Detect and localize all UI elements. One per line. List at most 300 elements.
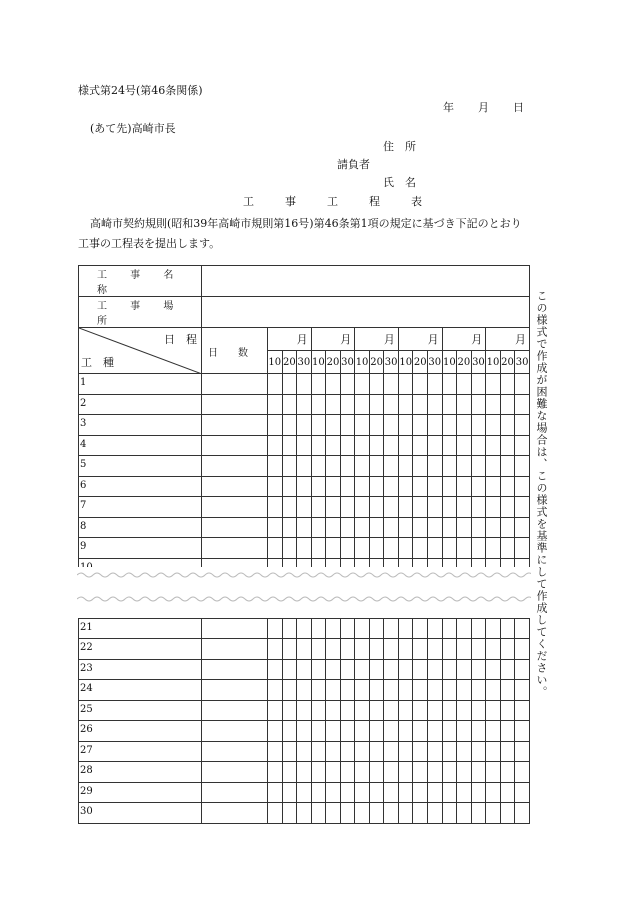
- schedule-cell[interactable]: [311, 374, 326, 395]
- work-type-cell[interactable]: 1: [79, 374, 202, 395]
- schedule-cell[interactable]: [413, 415, 428, 436]
- schedule-cell[interactable]: [413, 680, 428, 701]
- schedule-cell[interactable]: [384, 538, 399, 559]
- schedule-cell[interactable]: [311, 435, 326, 456]
- schedule-cell[interactable]: [369, 538, 384, 559]
- schedule-cell[interactable]: [282, 762, 297, 783]
- schedule-cell[interactable]: [369, 741, 384, 762]
- schedule-cell[interactable]: [398, 517, 413, 538]
- schedule-cell[interactable]: [457, 639, 472, 660]
- schedule-cell[interactable]: [457, 618, 472, 639]
- schedule-cell[interactable]: [500, 394, 515, 415]
- schedule-cell[interactable]: [515, 762, 530, 783]
- schedule-cell[interactable]: [268, 456, 283, 477]
- schedule-cell[interactable]: [486, 803, 501, 824]
- schedule-cell[interactable]: [326, 374, 341, 395]
- work-type-cell[interactable]: 8: [79, 517, 202, 538]
- schedule-cell[interactable]: [355, 517, 370, 538]
- schedule-cell[interactable]: [282, 659, 297, 680]
- schedule-cell[interactable]: [428, 497, 443, 518]
- schedule-cell[interactable]: [340, 721, 355, 742]
- schedule-cell[interactable]: [442, 374, 457, 395]
- schedule-cell[interactable]: [311, 782, 326, 803]
- schedule-cell[interactable]: [471, 782, 486, 803]
- schedule-cell[interactable]: [471, 517, 486, 538]
- schedule-cell[interactable]: [457, 700, 472, 721]
- work-type-cell[interactable]: 6: [79, 476, 202, 497]
- schedule-cell[interactable]: [486, 456, 501, 477]
- schedule-cell[interactable]: [268, 762, 283, 783]
- schedule-cell[interactable]: [515, 538, 530, 559]
- schedule-cell[interactable]: [384, 618, 399, 639]
- schedule-cell[interactable]: [369, 374, 384, 395]
- schedule-cell[interactable]: [471, 618, 486, 639]
- schedule-cell[interactable]: [442, 762, 457, 783]
- schedule-cell[interactable]: [384, 517, 399, 538]
- schedule-cell[interactable]: [413, 618, 428, 639]
- schedule-cell[interactable]: [515, 476, 530, 497]
- schedule-cell[interactable]: [471, 700, 486, 721]
- schedule-cell[interactable]: [340, 782, 355, 803]
- days-cell[interactable]: [202, 659, 268, 680]
- schedule-cell[interactable]: [311, 415, 326, 436]
- schedule-cell[interactable]: [500, 435, 515, 456]
- schedule-cell[interactable]: [471, 741, 486, 762]
- schedule-cell[interactable]: [355, 803, 370, 824]
- schedule-cell[interactable]: [442, 659, 457, 680]
- work-type-cell[interactable]: 29: [79, 782, 202, 803]
- work-type-cell[interactable]: 2: [79, 394, 202, 415]
- schedule-cell[interactable]: [355, 394, 370, 415]
- schedule-cell[interactable]: [500, 517, 515, 538]
- schedule-cell[interactable]: [297, 538, 312, 559]
- schedule-cell[interactable]: [515, 517, 530, 538]
- schedule-cell[interactable]: [486, 497, 501, 518]
- schedule-cell[interactable]: [457, 762, 472, 783]
- schedule-cell[interactable]: [486, 476, 501, 497]
- schedule-cell[interactable]: [326, 741, 341, 762]
- schedule-cell[interactable]: [515, 435, 530, 456]
- schedule-cell[interactable]: [268, 741, 283, 762]
- schedule-cell[interactable]: [311, 456, 326, 477]
- schedule-cell[interactable]: [311, 538, 326, 559]
- schedule-cell[interactable]: [442, 721, 457, 742]
- schedule-cell[interactable]: [311, 497, 326, 518]
- schedule-cell[interactable]: [340, 517, 355, 538]
- schedule-cell[interactable]: [355, 762, 370, 783]
- schedule-cell[interactable]: [515, 700, 530, 721]
- schedule-cell[interactable]: [340, 394, 355, 415]
- schedule-cell[interactable]: [471, 435, 486, 456]
- schedule-cell[interactable]: [500, 639, 515, 660]
- schedule-cell[interactable]: [457, 680, 472, 701]
- schedule-cell[interactable]: [340, 497, 355, 518]
- schedule-cell[interactable]: [515, 659, 530, 680]
- schedule-cell[interactable]: [413, 803, 428, 824]
- schedule-cell[interactable]: [369, 394, 384, 415]
- schedule-cell[interactable]: [268, 659, 283, 680]
- schedule-cell[interactable]: [457, 721, 472, 742]
- schedule-cell[interactable]: [486, 659, 501, 680]
- days-cell[interactable]: [202, 517, 268, 538]
- schedule-cell[interactable]: [500, 374, 515, 395]
- schedule-cell[interactable]: [486, 517, 501, 538]
- schedule-cell[interactable]: [384, 700, 399, 721]
- schedule-cell[interactable]: [457, 456, 472, 477]
- schedule-cell[interactable]: [398, 374, 413, 395]
- schedule-cell[interactable]: [442, 538, 457, 559]
- schedule-cell[interactable]: [311, 639, 326, 660]
- schedule-cell[interactable]: [384, 762, 399, 783]
- schedule-cell[interactable]: [326, 782, 341, 803]
- schedule-cell[interactable]: [471, 456, 486, 477]
- work-type-cell[interactable]: 23: [79, 659, 202, 680]
- schedule-cell[interactable]: [326, 639, 341, 660]
- schedule-cell[interactable]: [282, 497, 297, 518]
- work-type-cell[interactable]: 28: [79, 762, 202, 783]
- schedule-cell[interactable]: [398, 659, 413, 680]
- schedule-cell[interactable]: [369, 721, 384, 742]
- schedule-cell[interactable]: [428, 435, 443, 456]
- schedule-cell[interactable]: [486, 762, 501, 783]
- work-type-cell[interactable]: 4: [79, 435, 202, 456]
- schedule-cell[interactable]: [471, 659, 486, 680]
- schedule-cell[interactable]: [355, 700, 370, 721]
- schedule-cell[interactable]: [398, 415, 413, 436]
- schedule-cell[interactable]: [340, 762, 355, 783]
- schedule-cell[interactable]: [297, 700, 312, 721]
- schedule-cell[interactable]: [457, 741, 472, 762]
- schedule-cell[interactable]: [413, 476, 428, 497]
- schedule-cell[interactable]: [384, 415, 399, 436]
- days-cell[interactable]: [202, 394, 268, 415]
- schedule-cell[interactable]: [268, 415, 283, 436]
- schedule-cell[interactable]: [384, 435, 399, 456]
- schedule-cell[interactable]: [515, 639, 530, 660]
- schedule-cell[interactable]: [500, 456, 515, 477]
- schedule-cell[interactable]: [311, 803, 326, 824]
- schedule-cell[interactable]: [282, 700, 297, 721]
- schedule-cell[interactable]: [326, 659, 341, 680]
- schedule-cell[interactable]: [326, 721, 341, 742]
- schedule-cell[interactable]: [500, 538, 515, 559]
- schedule-cell[interactable]: [515, 456, 530, 477]
- schedule-cell[interactable]: [471, 394, 486, 415]
- schedule-cell[interactable]: [515, 394, 530, 415]
- schedule-cell[interactable]: [486, 680, 501, 701]
- schedule-cell[interactable]: [384, 680, 399, 701]
- schedule-cell[interactable]: [311, 700, 326, 721]
- schedule-cell[interactable]: [428, 741, 443, 762]
- days-cell[interactable]: [202, 374, 268, 395]
- days-cell[interactable]: [202, 762, 268, 783]
- schedule-cell[interactable]: [268, 497, 283, 518]
- schedule-cell[interactable]: [369, 782, 384, 803]
- schedule-cell[interactable]: [428, 618, 443, 639]
- schedule-cell[interactable]: [442, 803, 457, 824]
- schedule-cell[interactable]: [457, 415, 472, 436]
- schedule-cell[interactable]: [398, 803, 413, 824]
- schedule-cell[interactable]: [486, 639, 501, 660]
- schedule-cell[interactable]: [311, 741, 326, 762]
- schedule-cell[interactable]: [384, 803, 399, 824]
- schedule-cell[interactable]: [282, 639, 297, 660]
- schedule-cell[interactable]: [486, 415, 501, 436]
- work-name-field[interactable]: [202, 266, 530, 297]
- schedule-cell[interactable]: [428, 374, 443, 395]
- schedule-cell[interactable]: [369, 435, 384, 456]
- schedule-cell[interactable]: [268, 618, 283, 639]
- schedule-cell[interactable]: [384, 639, 399, 660]
- schedule-cell[interactable]: [428, 517, 443, 538]
- schedule-cell[interactable]: [515, 374, 530, 395]
- schedule-cell[interactable]: [369, 476, 384, 497]
- schedule-cell[interactable]: [515, 721, 530, 742]
- schedule-cell[interactable]: [282, 374, 297, 395]
- schedule-cell[interactable]: [500, 476, 515, 497]
- schedule-cell[interactable]: [268, 782, 283, 803]
- schedule-cell[interactable]: [355, 782, 370, 803]
- days-cell[interactable]: [202, 700, 268, 721]
- schedule-cell[interactable]: [457, 435, 472, 456]
- schedule-cell[interactable]: [500, 700, 515, 721]
- schedule-cell[interactable]: [442, 700, 457, 721]
- schedule-cell[interactable]: [457, 497, 472, 518]
- schedule-cell[interactable]: [384, 659, 399, 680]
- schedule-cell[interactable]: [398, 497, 413, 518]
- schedule-cell[interactable]: [515, 680, 530, 701]
- schedule-cell[interactable]: [355, 476, 370, 497]
- schedule-cell[interactable]: [486, 618, 501, 639]
- schedule-cell[interactable]: [268, 476, 283, 497]
- schedule-cell[interactable]: [500, 618, 515, 639]
- schedule-cell[interactable]: [340, 456, 355, 477]
- schedule-cell[interactable]: [471, 680, 486, 701]
- work-type-cell[interactable]: 27: [79, 741, 202, 762]
- schedule-cell[interactable]: [369, 659, 384, 680]
- schedule-cell[interactable]: [311, 721, 326, 742]
- work-type-cell[interactable]: 22: [79, 639, 202, 660]
- schedule-cell[interactable]: [369, 456, 384, 477]
- schedule-cell[interactable]: [268, 435, 283, 456]
- schedule-cell[interactable]: [428, 762, 443, 783]
- schedule-cell[interactable]: [355, 415, 370, 436]
- schedule-cell[interactable]: [340, 803, 355, 824]
- schedule-cell[interactable]: [486, 741, 501, 762]
- schedule-cell[interactable]: [442, 741, 457, 762]
- schedule-cell[interactable]: [486, 700, 501, 721]
- schedule-cell[interactable]: [457, 476, 472, 497]
- schedule-cell[interactable]: [500, 803, 515, 824]
- schedule-cell[interactable]: [413, 782, 428, 803]
- schedule-cell[interactable]: [297, 659, 312, 680]
- schedule-cell[interactable]: [428, 803, 443, 824]
- schedule-cell[interactable]: [268, 803, 283, 824]
- days-cell[interactable]: [202, 639, 268, 660]
- schedule-cell[interactable]: [355, 618, 370, 639]
- work-type-cell[interactable]: 9: [79, 538, 202, 559]
- schedule-cell[interactable]: [340, 538, 355, 559]
- schedule-cell[interactable]: [297, 680, 312, 701]
- schedule-cell[interactable]: [428, 394, 443, 415]
- days-cell[interactable]: [202, 497, 268, 518]
- schedule-cell[interactable]: [428, 639, 443, 660]
- schedule-cell[interactable]: [486, 538, 501, 559]
- schedule-cell[interactable]: [355, 721, 370, 742]
- schedule-cell[interactable]: [384, 782, 399, 803]
- schedule-cell[interactable]: [282, 803, 297, 824]
- schedule-cell[interactable]: [282, 517, 297, 538]
- schedule-cell[interactable]: [398, 456, 413, 477]
- schedule-cell[interactable]: [326, 497, 341, 518]
- schedule-cell[interactable]: [500, 721, 515, 742]
- schedule-cell[interactable]: [471, 639, 486, 660]
- schedule-cell[interactable]: [282, 435, 297, 456]
- schedule-cell[interactable]: [398, 476, 413, 497]
- schedule-cell[interactable]: [486, 394, 501, 415]
- schedule-cell[interactable]: [297, 721, 312, 742]
- schedule-cell[interactable]: [457, 538, 472, 559]
- schedule-cell[interactable]: [384, 721, 399, 742]
- schedule-cell[interactable]: [268, 517, 283, 538]
- schedule-cell[interactable]: [311, 394, 326, 415]
- schedule-cell[interactable]: [297, 741, 312, 762]
- days-cell[interactable]: [202, 618, 268, 639]
- schedule-cell[interactable]: [268, 538, 283, 559]
- schedule-cell[interactable]: [398, 435, 413, 456]
- schedule-cell[interactable]: [311, 659, 326, 680]
- schedule-cell[interactable]: [297, 803, 312, 824]
- schedule-cell[interactable]: [471, 721, 486, 742]
- schedule-cell[interactable]: [340, 700, 355, 721]
- schedule-cell[interactable]: [442, 435, 457, 456]
- schedule-cell[interactable]: [457, 374, 472, 395]
- schedule-cell[interactable]: [413, 497, 428, 518]
- schedule-cell[interactable]: [398, 741, 413, 762]
- schedule-cell[interactable]: [413, 762, 428, 783]
- schedule-cell[interactable]: [340, 659, 355, 680]
- schedule-cell[interactable]: [442, 497, 457, 518]
- schedule-cell[interactable]: [369, 639, 384, 660]
- schedule-cell[interactable]: [515, 415, 530, 436]
- schedule-cell[interactable]: [297, 476, 312, 497]
- schedule-cell[interactable]: [413, 639, 428, 660]
- work-type-cell[interactable]: 21: [79, 618, 202, 639]
- schedule-cell[interactable]: [442, 476, 457, 497]
- schedule-cell[interactable]: [442, 782, 457, 803]
- schedule-cell[interactable]: [457, 659, 472, 680]
- schedule-cell[interactable]: [369, 803, 384, 824]
- schedule-cell[interactable]: [297, 782, 312, 803]
- schedule-cell[interactable]: [413, 721, 428, 742]
- schedule-cell[interactable]: [311, 517, 326, 538]
- schedule-cell[interactable]: [471, 538, 486, 559]
- schedule-cell[interactable]: [326, 394, 341, 415]
- schedule-cell[interactable]: [369, 680, 384, 701]
- schedule-cell[interactable]: [268, 721, 283, 742]
- schedule-cell[interactable]: [442, 618, 457, 639]
- schedule-cell[interactable]: [369, 415, 384, 436]
- schedule-cell[interactable]: [297, 456, 312, 477]
- days-cell[interactable]: [202, 741, 268, 762]
- schedule-cell[interactable]: [268, 394, 283, 415]
- days-cell[interactable]: [202, 538, 268, 559]
- schedule-cell[interactable]: [428, 476, 443, 497]
- schedule-cell[interactable]: [369, 762, 384, 783]
- schedule-cell[interactable]: [268, 639, 283, 660]
- schedule-cell[interactable]: [355, 435, 370, 456]
- schedule-cell[interactable]: [442, 394, 457, 415]
- schedule-cell[interactable]: [442, 639, 457, 660]
- days-cell[interactable]: [202, 415, 268, 436]
- schedule-cell[interactable]: [369, 618, 384, 639]
- schedule-cell[interactable]: [413, 659, 428, 680]
- schedule-cell[interactable]: [297, 415, 312, 436]
- schedule-cell[interactable]: [282, 721, 297, 742]
- schedule-cell[interactable]: [428, 700, 443, 721]
- schedule-cell[interactable]: [282, 415, 297, 436]
- schedule-cell[interactable]: [428, 415, 443, 436]
- schedule-cell[interactable]: [398, 680, 413, 701]
- work-type-cell[interactable]: 24: [79, 680, 202, 701]
- schedule-cell[interactable]: [326, 476, 341, 497]
- schedule-cell[interactable]: [515, 618, 530, 639]
- schedule-cell[interactable]: [282, 476, 297, 497]
- schedule-cell[interactable]: [471, 476, 486, 497]
- schedule-cell[interactable]: [340, 374, 355, 395]
- schedule-cell[interactable]: [471, 374, 486, 395]
- days-cell[interactable]: [202, 782, 268, 803]
- schedule-cell[interactable]: [486, 374, 501, 395]
- schedule-cell[interactable]: [355, 680, 370, 701]
- schedule-cell[interactable]: [413, 700, 428, 721]
- days-cell[interactable]: [202, 803, 268, 824]
- schedule-cell[interactable]: [413, 456, 428, 477]
- schedule-cell[interactable]: [355, 538, 370, 559]
- schedule-cell[interactable]: [515, 497, 530, 518]
- schedule-cell[interactable]: [398, 394, 413, 415]
- schedule-cell[interactable]: [384, 497, 399, 518]
- schedule-cell[interactable]: [282, 741, 297, 762]
- schedule-cell[interactable]: [413, 435, 428, 456]
- schedule-cell[interactable]: [398, 639, 413, 660]
- schedule-cell[interactable]: [326, 415, 341, 436]
- schedule-cell[interactable]: [340, 618, 355, 639]
- schedule-cell[interactable]: [369, 497, 384, 518]
- schedule-cell[interactable]: [428, 659, 443, 680]
- schedule-cell[interactable]: [355, 456, 370, 477]
- schedule-cell[interactable]: [340, 741, 355, 762]
- schedule-cell[interactable]: [428, 721, 443, 742]
- schedule-cell[interactable]: [515, 803, 530, 824]
- schedule-cell[interactable]: [442, 456, 457, 477]
- schedule-cell[interactable]: [282, 394, 297, 415]
- schedule-cell[interactable]: [398, 538, 413, 559]
- days-cell[interactable]: [202, 476, 268, 497]
- schedule-cell[interactable]: [311, 762, 326, 783]
- schedule-cell[interactable]: [268, 700, 283, 721]
- schedule-cell[interactable]: [326, 762, 341, 783]
- schedule-cell[interactable]: [340, 639, 355, 660]
- schedule-cell[interactable]: [282, 538, 297, 559]
- schedule-cell[interactable]: [457, 517, 472, 538]
- schedule-cell[interactable]: [311, 680, 326, 701]
- schedule-cell[interactable]: [384, 456, 399, 477]
- schedule-cell[interactable]: [311, 618, 326, 639]
- schedule-cell[interactable]: [500, 659, 515, 680]
- schedule-cell[interactable]: [297, 394, 312, 415]
- schedule-cell[interactable]: [268, 374, 283, 395]
